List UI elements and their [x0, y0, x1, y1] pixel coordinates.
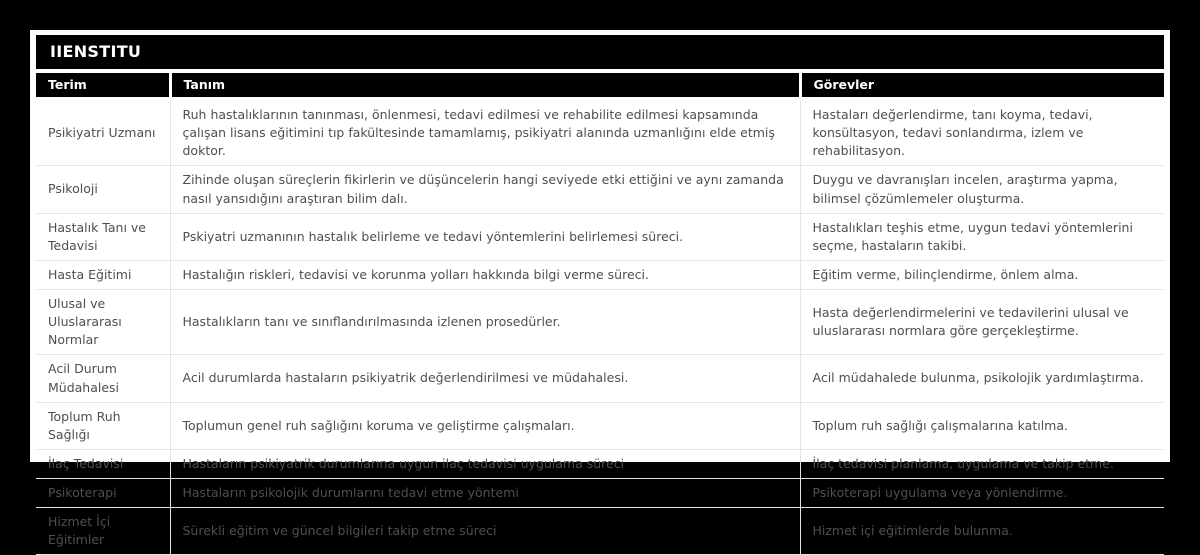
- duties-cell: Hastalıkları teşhis etme, uygun tedavi yöntemlerini seçme, hastaların takibi.: [800, 213, 1164, 260]
- duties-cell: Eğitim verme, bilinçlendirme, önlem alma.: [800, 260, 1164, 289]
- duties-cell: Hastaları değerlendirme, tanı koyma, tedavi, konsültasyon, tedavi sonlandırma, izlem ve rehabilitasyon.: [800, 99, 1164, 166]
- term-cell: Psikoloji: [36, 166, 170, 213]
- table-row: [36, 99, 1164, 166]
- term-cell: İlaç Tedavisi: [36, 449, 170, 478]
- definition-cell: Toplumun genel ruh sağlığını koruma ve geliştirme çalışmaları.: [170, 402, 800, 449]
- definition-cell: Sürekli eğitim ve güncel bilgileri takip etme süreci: [170, 508, 800, 555]
- duties-cell: Acil müdahalede bulunma, psikolojik yardımlaştırma.: [800, 355, 1164, 402]
- column-header-term: Terim: [36, 73, 170, 99]
- term-cell: Ulusal ve Uluslararası Normlar: [36, 290, 170, 355]
- term-cell: Hastalık Tanı ve Tedavisi: [36, 213, 170, 260]
- table-header: [36, 73, 1164, 99]
- glossary-table: [36, 73, 1164, 555]
- term-cell: Psikiyatri Uzmanı: [36, 99, 170, 166]
- table-row: [36, 260, 1164, 289]
- term-cell: Psikoterapi: [36, 479, 170, 508]
- duties-cell: Psikoterapi uygulama veya yönlendirme.: [800, 479, 1164, 508]
- definition-cell: Hastalığın riskleri, tedavisi ve korunma yolları hakkında bilgi verme süreci.: [170, 260, 800, 289]
- table-row: [36, 166, 1164, 213]
- column-header-definition: Tanım: [170, 73, 800, 99]
- term-cell: Hasta Eğitimi: [36, 260, 170, 289]
- term-cell: Hizmet İçi Eğitimler: [36, 508, 170, 555]
- term-cell: Acil Durum Müdahalesi: [36, 355, 170, 402]
- duties-cell: Hasta değerlendirmelerini ve tedavilerini ulusal ve uluslararası normlara göre gerçekleştirme.: [800, 290, 1164, 355]
- definition-cell: Hastaların psikolojik durumlarını tedavi etme yöntemi: [170, 479, 800, 508]
- duties-cell: Hizmet içi eğitimlerde bulunma.: [800, 508, 1164, 555]
- table-row: [36, 355, 1164, 402]
- column-header-duties: Görevler: [800, 73, 1164, 99]
- definition-cell: Ruh hastalıklarının tanınması, önlenmesi, tedavi edilmesi ve rehabilite edilmesi kapsamında çalışan lisans eğitimini tıp fakültesinde tamamlamış, psikiyatri alanında uzmanlığını elde etmiş doktor.: [170, 99, 800, 166]
- content-card: [30, 30, 1170, 548]
- definition-cell: Hastalıkların tanı ve sınıflandırılmasında izlenen prosedürler.: [170, 290, 800, 355]
- duties-cell: Duygu ve davranışları incelen, araştırma yapma, bilimsel çözümlemeler oluşturma.: [800, 166, 1164, 213]
- term-cell: Toplum Ruh Sağlığı: [36, 402, 170, 449]
- definition-cell: Hastaların psikiyatrik durumlarına uygun ilaç tedavisi uygulama süreci: [170, 449, 800, 478]
- table-header-row: [36, 73, 1164, 99]
- table-row: [36, 213, 1164, 260]
- table-row: [36, 508, 1164, 555]
- table-row: [36, 449, 1164, 478]
- duties-cell: İlaç tedavisi planlama, uygulama ve takip etme.: [800, 449, 1164, 478]
- definition-cell: Pskiyatri uzmanının hastalık belirleme ve tedavi yöntemlerini belirlemesi süreci.: [170, 213, 800, 260]
- table-row: [36, 479, 1164, 508]
- table-row: [36, 290, 1164, 355]
- duties-cell: Toplum ruh sağlığı çalışmalarına katılma.: [800, 402, 1164, 449]
- definition-cell: Zihinde oluşan süreçlerin fikirlerin ve düşüncelerin hangi seviyede etki ettiğini ve aynı zamanda nasıl yansıdığını araştıran bilim dalı.: [170, 166, 800, 213]
- table-row: [36, 402, 1164, 449]
- page-title: IIENSTITU: [36, 35, 1164, 69]
- definition-cell: Acil durumlarda hastaların psikiyatrik değerlendirilmesi ve müdahalesi.: [170, 355, 800, 402]
- table-body: [36, 99, 1164, 555]
